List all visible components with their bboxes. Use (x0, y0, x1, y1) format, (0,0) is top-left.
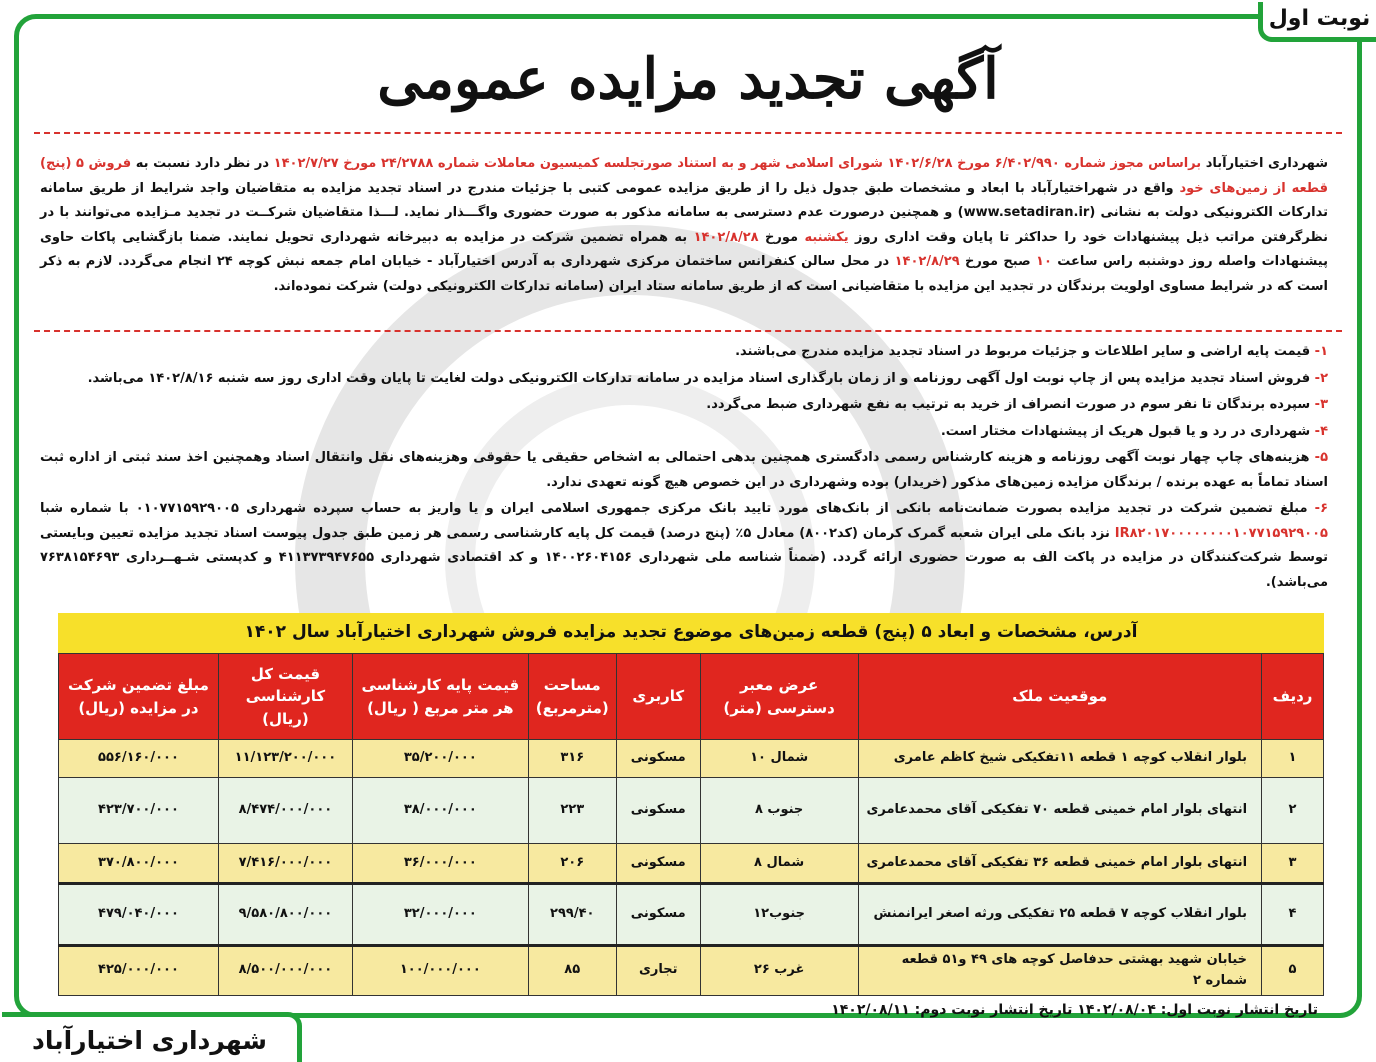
cell-access: شمال ۱۰ (700, 740, 858, 778)
cell-area: ۲۲۳ (528, 778, 616, 844)
table-row (59, 740, 1324, 778)
cell-access: جنوب ۸ (700, 778, 858, 844)
page-title: آگهی تجدید مزایده عمومی (377, 46, 999, 112)
cell-unit-price: ۳۸/۰۰۰/۰۰۰ (352, 778, 528, 844)
intro-permit: براساس مجوز شماره ۶/۴۰۲/۹۹۰ مورخ ۱۴۰۲/۶/۲۸ شورای اسلامی شهر و به استناد صورتجلسه کمیسیون معاملات شماره ۲۴/۲۷۸۸ مورخ ۱۴۰۲/۷/۲۷ (269, 156, 1202, 171)
header-access: عرض معبر دسترسی (متر) (700, 654, 858, 740)
header-unit-price: قیمت پایه کارشناسی هر متر مربع ( ریال) (352, 654, 528, 740)
table-row (59, 946, 1324, 996)
header-deposit: مبلغ تضمین شرکت در مزایده (ریال) (59, 654, 219, 740)
terms-list (40, 340, 1328, 597)
cell-unit-price: ۱۰۰/۰۰۰/۰۰۰ (352, 946, 528, 996)
cell-deposit: ۴۷۹/۰۴۰/۰۰۰ (59, 884, 219, 946)
intro-text: صبح مورخ (959, 254, 1037, 269)
properties-grid (58, 653, 1324, 996)
cell-row-number: ۱ (1262, 740, 1324, 778)
term-item (40, 420, 1328, 445)
term-text: قیمت پایه اراضی و سایر اطلاعات و جزئیات مربوط در اسناد تجدید مزایده مندرج می‌باشند. (735, 344, 1311, 359)
term-item (40, 497, 1328, 595)
middle-divider (34, 330, 1342, 332)
cell-area: ۲۹۹/۴۰ (528, 884, 616, 946)
term-text: شهرداری در رد و یا قبول هریک از پیشنهادات مختار است. (940, 423, 1311, 439)
table-header-row (59, 654, 1324, 740)
cell-deposit: ۵۵۶/۱۶۰/۰۰۰ (59, 740, 219, 778)
cell-location: خیابان شهید بهشتی حدفاصل کوچه های ۴۹ و۵۱ قطعه شماره ۲ (858, 946, 1261, 996)
intro-opening-date: ۱۴۰۲/۸/۲۹ (894, 254, 960, 269)
term-text: نزد بانک ملی ایران شعبه گمرک کرمان (کد۸۰۰۲) معادل ۵٪ (پنج درصد) قیمت کل پایه کارشناسی رسمی هر زمین طبق جدول پیوست اسناد تجدید مزایده تعیین وبایستی توسط شرکت‌کنندگان در مزایده در پاکت الف به صورت حضوری ارائه گردد. (ضمناً شناسه ملی شهرداری ۱۴۰۰۲۶۰۴۱۵۶ و کد اقتصادی شهرداری ۴۱۱۳۷۳۹۴۷۶۵۵ و کدپستی شـهــرداری ۷۶۳۸۱۵۴۶۹۳ می‌باشد). (40, 525, 1328, 590)
cell-area: ۳۱۶ (528, 740, 616, 778)
term-text: هزینه‌های چاپ چهار نوبت آگهی روزنامه و هزینه کارشناس رسمی دادگستری همچنین بدهی احتمالی به اشخاص حقیقی یا حقوقی وهزینه‌های نقل وانتقال اسناد وهمچنین اخذ سند ثبتی از اداره ثبت اسناد تماماً به عهده برنده / برندگان مزایده زمین‌های مذکور (خریدار) بوده وشهرداری در این خصوص هیچ گونه تعهدی ندارد. (40, 450, 1328, 490)
term-number: ۵- (1309, 450, 1328, 465)
publication-dates: تاریخ انتشار نوبت اول: ۱۴۰۲/۰۸/۰۴ تاریخ انتشار نوبت دوم: ۱۴۰۲/۰۸/۱۱ (831, 1002, 1318, 1018)
cell-access: غرب ۲۶ (700, 946, 858, 996)
term-item (40, 367, 1328, 392)
cell-area: ۸۵ (528, 946, 616, 996)
term-text: سپرده برندگان تا نفر سوم در صورت انصراف از خرید به ترتیب به نفع شهرداری ضبط می‌گردد. (706, 397, 1311, 412)
cell-row-number: ۵ (1262, 946, 1324, 996)
cell-usage: مسکونی (616, 844, 700, 884)
term-number: ۶- (1307, 501, 1328, 516)
table-title: آدرس، مشخصات و ابعاد ۵ (پنج) قطعه زمین‌های موضوع تجدید مزایده فروش شهرداری اختیارآباد سال ۱۴۰۲ (58, 613, 1324, 653)
cell-usage: مسکونی (616, 884, 700, 946)
header-usage: کاربری (616, 654, 700, 740)
turn-badge: نوبت اول (1258, 2, 1376, 42)
cell-usage: تجاری (616, 946, 700, 996)
term-item (40, 393, 1328, 418)
cell-total: ۷/۴۱۶/۰۰۰/۰۰۰ (218, 844, 352, 884)
term-number: ۴- (1310, 423, 1328, 439)
cell-total: ۱۱/۱۲۳/۲۰۰/۰۰۰ (218, 740, 352, 778)
intro-text: در محل سالن کنفرانس ساختمان مرکزی شهرداری به آدرس اختیارآباد - خیابان امام جمعه نبش کوچه ۲۴ انجام می‌گردد. لازم به ذکر است که در شرایط مساوی اولویت برندگان در تجدید این مزایده با متقاضیانی است که از طریق سامانه ستاد ایران (سامانه تدارکات الکترونیکی دولت) شرکت نموده‌اند. (40, 254, 1328, 294)
cell-location: بلوار انقلاب کوچه ۷ قطعه ۲۵ تفکیکی ورثه اصغر ایرانمنش (858, 884, 1261, 946)
cell-location: انتهای بلوار امام خمینی قطعه ۳۶ تفکیکی آقای محمدعامری (858, 844, 1261, 884)
intro-text: مورخ (758, 229, 805, 245)
cell-total: ۹/۵۸۰/۸۰۰/۰۰۰ (218, 884, 352, 946)
table-row (59, 778, 1324, 844)
term-text: مبلغ تضمین شرکت در تجدید مزایده بصورت ضمانت‌نامه بانکی از بانک‌های مورد تایید بانک مرکزی جمهوری اسلامی ایران و یا واریز به حساب سپرده شهرداری ۰۱۰۷۷۱۵۹۲۹۰۰۵ با شماره شبا (40, 501, 1308, 516)
intro-deadline: ۱۴۰۲/۸/۲۸ (693, 229, 759, 245)
term-item (40, 340, 1328, 365)
cell-deposit: ۳۷۰/۸۰۰/۰۰۰ (59, 844, 219, 884)
cell-unit-price: ۳۲/۰۰۰/۰۰۰ (352, 884, 528, 946)
cell-access: جنوب۱۲ (700, 884, 858, 946)
cell-unit-price: ۳۶/۰۰۰/۰۰۰ (352, 844, 528, 884)
cell-usage: مسکونی (616, 778, 700, 844)
intro-sale-count: فروش ۵ (پنج) قطعه از زمین‌های خود (40, 156, 1328, 196)
cell-deposit: ۴۲۳/۷۰۰/۰۰۰ (59, 778, 219, 844)
cell-usage: مسکونی (616, 740, 700, 778)
intro-day: یکشنبه (804, 229, 849, 245)
term-number: ۱- (1310, 344, 1328, 359)
footer-org-badge: شهرداری اختیارآباد (2, 1012, 302, 1062)
term-item (40, 446, 1328, 495)
table-row (59, 844, 1324, 884)
header-row-number: ردیف (1262, 654, 1324, 740)
header-total: قیمت کل کارشناسی (ریال) (218, 654, 352, 740)
cell-access: شمال ۸ (700, 844, 858, 884)
cell-row-number: ۴ (1262, 884, 1324, 946)
table-row (59, 884, 1324, 946)
cell-total: ۸/۵۰۰/۰۰۰/۰۰۰ (218, 946, 352, 996)
intro-text: واقع در شهراختیارآباد با ابعاد و مشخصات طبق جدول ذیل را از طریق مزایده عمومی کتبی با جزئیات مندرج در اسناد تجدید مزایده به متقاضیان واجد شرایط از طریق سامانه تدارکات الکترونیکی دولت به نشانی (www.setadiran.ir) و همچنین درصورت عدم دسترسی به سامانه مذکور به صورت حضوری واگـــذار نماید. لـــذا متقاضیان شرکــت در تجدید مـزایده می‌توانند با در نظرگرفتن مراتب ذیل پیشنهادات خود را حداکثر تا پایان وقت اداری روز (40, 180, 1328, 245)
cell-unit-price: ۳۵/۲۰۰/۰۰۰ (352, 740, 528, 778)
cell-total: ۸/۴۷۴/۰۰۰/۰۰۰ (218, 778, 352, 844)
cell-area: ۲۰۶ (528, 844, 616, 884)
header-location: موقعیت ملک (858, 654, 1261, 740)
intro-paragraph (40, 152, 1328, 299)
header-area: مساحت (مترمربع) (528, 654, 616, 740)
cell-location: بلوار انقلاب کوچه ۱ قطعه ۱۱تفکیکی شیخ کاظم عامری (858, 740, 1261, 778)
intro-hour: ۱۰ (1036, 254, 1052, 269)
intro-text: در نظر دارد نسبت به (131, 156, 270, 171)
top-divider (34, 132, 1342, 134)
cell-deposit: ۴۲۵/۰۰۰/۰۰۰ (59, 946, 219, 996)
sheba-number: IR۸۲۰۱۷۰۰۰۰۰۰۰۰۱۰۷۷۱۵۹۲۹۰۰۵ (1114, 525, 1328, 541)
term-number: ۲- (1310, 370, 1328, 386)
cell-row-number: ۳ (1262, 844, 1324, 884)
term-text: فروش اسناد تجدید مزایده پس از چاپ نوبت اول آگهی روزنامه و از زمان بارگذاری اسناد مزایده در سامانه تدارکات الکترونیکی دولت لغایت تا پایان وقت اداری روز سه شنبه ۱۴۰۲/۸/۱۶ می‌باشد. (87, 370, 1311, 386)
intro-text: به همراه تضمین شرکت در مزایده به دبیرخانه شهرداری تحویل نمایند. ضمنا بازگشایی پاکات حاوی پیشنهادات واصله روز دوشنبه راس ساعت (40, 229, 1328, 269)
cell-row-number: ۲ (1262, 778, 1324, 844)
cell-location: انتهای بلوار امام خمینی قطعه ۷۰ تفکیکی آقای محمدعامری (858, 778, 1261, 844)
intro-org: شهرداری اختیارآباد (1201, 156, 1328, 171)
term-number: ۳- (1310, 397, 1328, 412)
properties-table (58, 613, 1324, 996)
